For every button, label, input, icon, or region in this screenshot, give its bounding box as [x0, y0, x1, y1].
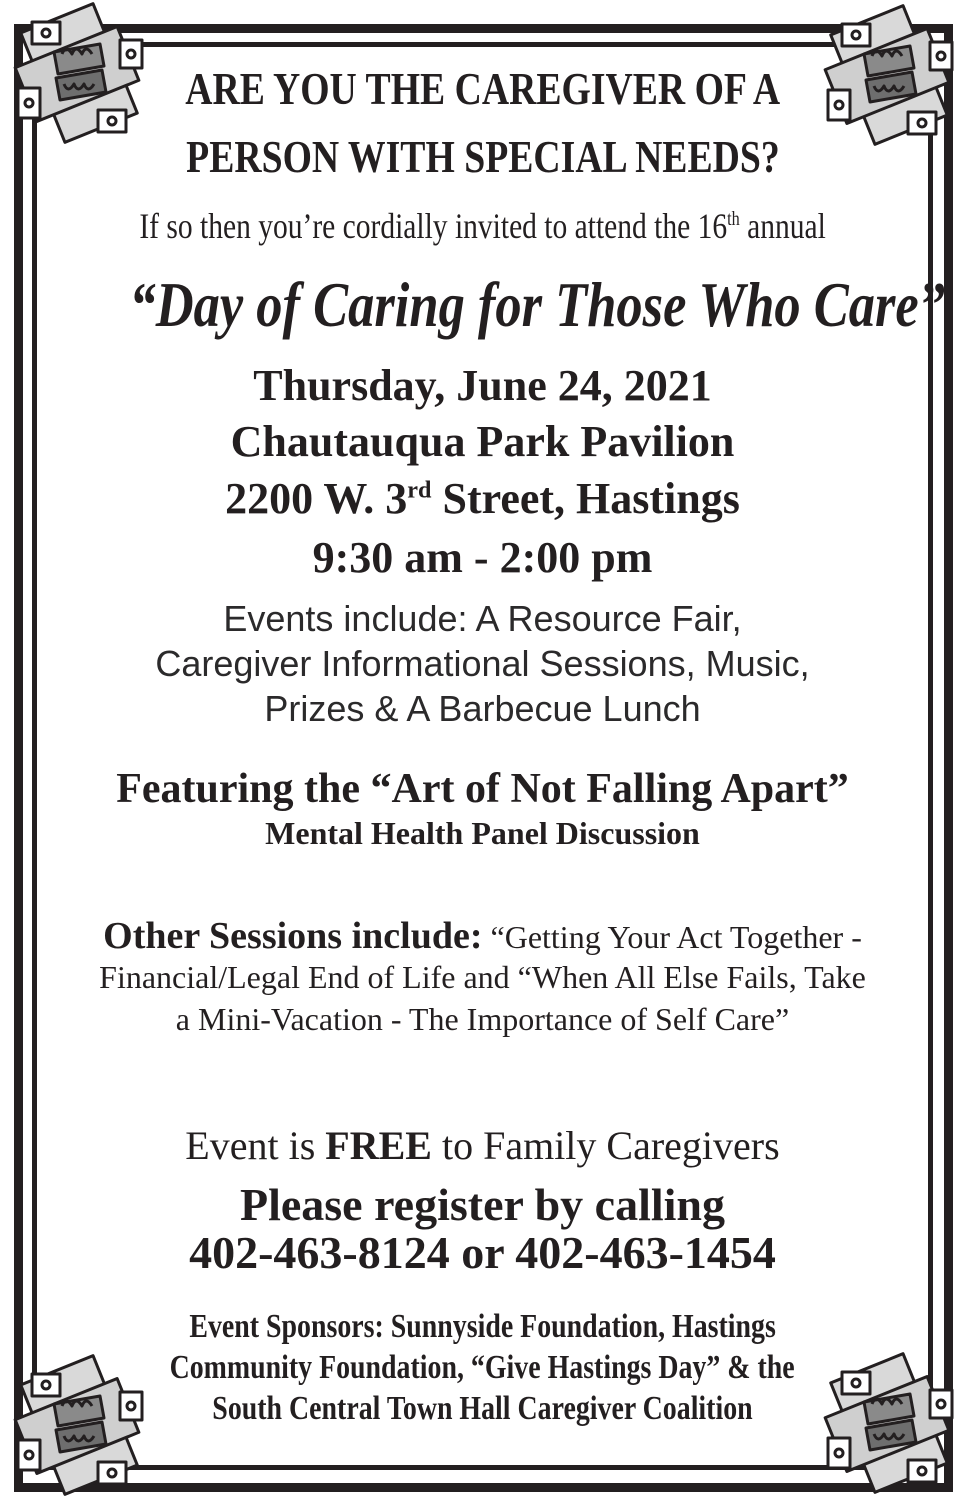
free-line: Event is FREE to Family Caregivers — [185, 1123, 780, 1168]
intro-line: If so then you’re cordially invited to attend the 16th annual — [139, 206, 826, 246]
other-sessions-line-2: Financial/Legal End of Life and “When All Else Fails, Take — [99, 959, 866, 995]
event-venue: Chautauqua Park Pavilion — [230, 417, 735, 466]
event-title: “Day of Caring for Those Who Care” — [129, 269, 945, 340]
heading-line-2: PERSON WITH SPECIAL NEEDS? — [185, 131, 780, 182]
events-line-2: Caregiver Informational Sessions, Music, — [155, 643, 810, 684]
event-date: Thursday, June 24, 2021 — [253, 361, 712, 410]
sponsors-line-2: Community Foundation, “Give Hastings Day” & the — [169, 1349, 796, 1386]
event-time: 9:30 am - 2:00 pm — [312, 533, 653, 582]
events-line-3: Prizes & A Barbecue Lunch — [264, 688, 701, 729]
register-phone-numbers: 402-463-8124 or 402-463-1454 — [189, 1227, 776, 1278]
events-line-1: Events include: A Resource Fair, — [223, 598, 742, 639]
featuring-line-1: Featuring the “Art of Not Falling Apart” — [116, 766, 849, 812]
featuring-line-2: Mental Health Panel Discussion — [265, 815, 700, 851]
register-line-1: Please register by calling — [239, 1179, 726, 1230]
sponsors-line-3: South Central Town Hall Caregiver Coalition — [212, 1390, 753, 1427]
sponsors-line-1: Event Sponsors: Sunnyside Foundation, Hastings — [189, 1308, 776, 1345]
other-sessions-line-3: a Mini-Vacation - The Importance of Self Care” — [175, 1001, 790, 1037]
other-sessions-line-1: Other Sessions include: “Getting Your Act Together - — [103, 915, 862, 957]
heading-line-1: ARE YOU THE CAREGIVER OF A — [185, 63, 780, 114]
event-address: 2200 W. 3rd Street, Hastings — [225, 474, 740, 523]
